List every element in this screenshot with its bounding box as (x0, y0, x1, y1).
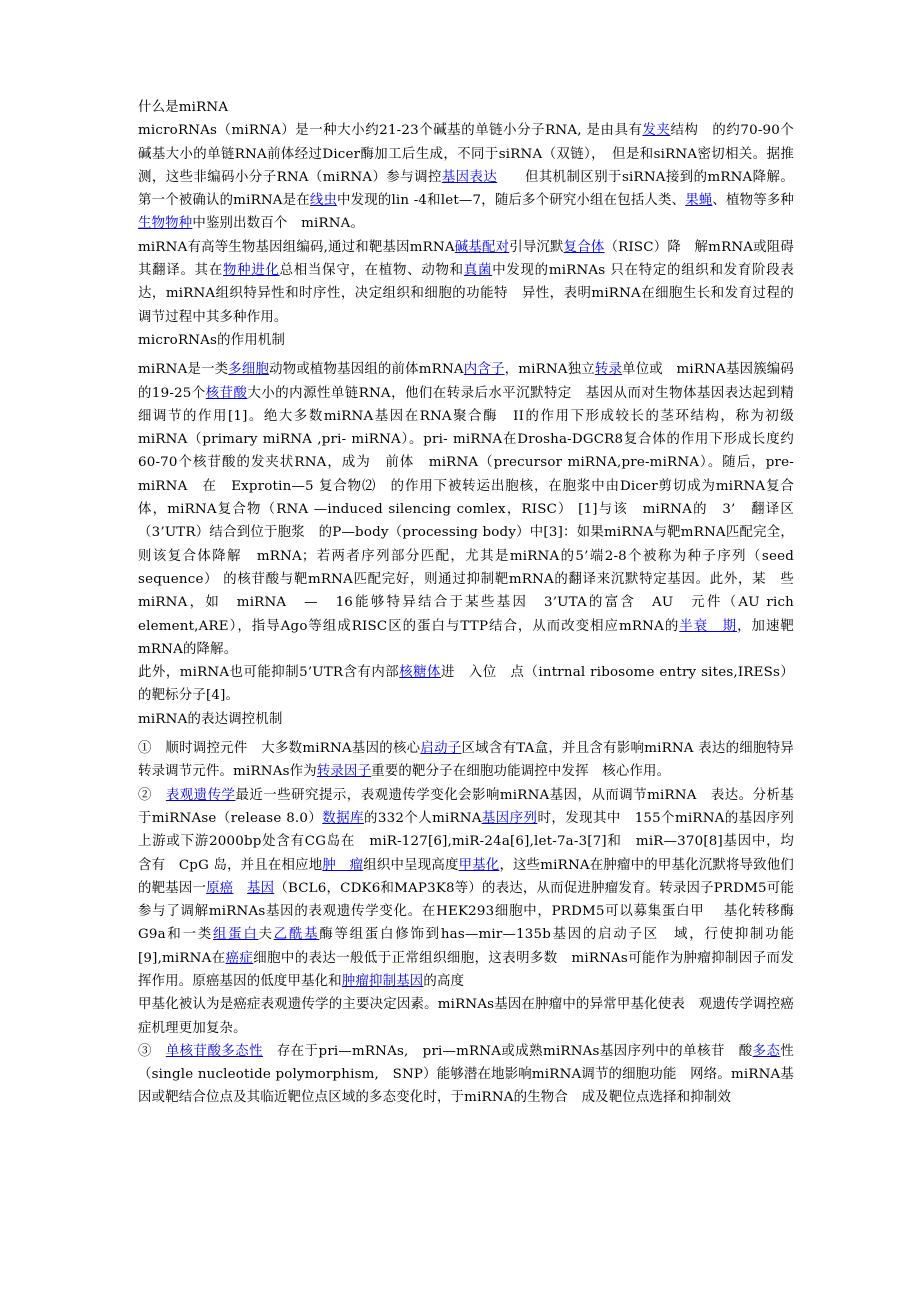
paragraph (138, 993, 794, 1040)
section-heading (138, 96, 794, 119)
text-run: ，miRNA独立 (504, 362, 595, 378)
inline-link[interactable]: 果蝇 (685, 193, 713, 209)
text-run: 酶等组蛋白修饰到has—mir—135b基因的启动子区 域，行使抑制功能[9],miRNA在 (138, 927, 795, 966)
inline-link[interactable]: 转录 (594, 362, 623, 378)
inline-link[interactable]: 线虫 (309, 193, 338, 209)
text-run: 重要的靶分子在细胞功能调控中发挥 核心作用。 (371, 764, 671, 780)
text-run: 中鉴别出数百个 miRNA。 (192, 216, 365, 232)
text-run: 最近一些研究提示，表观遗传学变化会影响miRNA基因，从而调节miRNA 表达。分析基于miRNAse（release 8.0） (138, 787, 795, 826)
text-run: 时，发现其中 155个miRNA的基因序列上游或下游2000bp处含有CG岛在 miR-127[6],miR-24a[6],let-7a-3[7]和 miR—370[8]基因中，均含有 CpG 岛，并且在相应地 (138, 810, 794, 873)
text-run: 的高度 (423, 973, 465, 989)
inline-link[interactable]: 半衰 期 (679, 618, 738, 634)
text-run: 大小的内源性单链RNA，他们在转录后水平沉默特定 基因从而对生物体基因表达起到精细调节的作用[1]。绝大多数miRNA基因在RNA聚合酶 II的作用下形成较长的茎环结构，称为初级 miRNA（primary miRNA ,pri- miRNA）。pri- miRNA在Drosha-DGCR8复合体的作用下形成长度约60-70个核苷酸的发夹状RNA，成为 前体 miRNA（precursor miRNA,pre-miRNA）。随后，pre- miRNA 在 Exprotin—5 复合物⑵ 的作用下被转运出胞核，在胞浆中由Dicer剪切成为miRNA复合体，miRNA复合物（RNA —induced silencing comlex，RISC） [1]与该 miRNA的 3’ 翻译区（3’UTR）结合到位于胞浆 的P—body（processing body）中[3]：如果miRNA与靶mRNA匹配完全，则该复合体降解 mRNA；若两者序列部分匹配，尤其是miRNA的5’端2-8个被称为种子序列（seed sequence） 的核苷酸与靶mRNA匹配完好，则通过抑制靶mRNA的翻译来沉默特定基因。此外，某 些 miRNA，如 miRNA — 16能够特异结合于某些基因 3’UTA的富含 AU 元件（AU rich element,ARE），指导Ago等组成RISC区的蛋白与TTP结合，从而改变相应mRNA的 (138, 385, 808, 634)
text-run: 细胞中的表达一般低于正常组织细胞，这表明多数 miRNAs可能作为肿瘤抑制因子而发挥作用。原癌基因的低度甲基化和 (138, 950, 794, 989)
text-run: 夫 (258, 927, 274, 943)
text-run: microRNAs的作用机制 (138, 332, 286, 348)
inline-link[interactable]: 多态 (752, 1043, 781, 1059)
inline-link[interactable]: 核糖体 (399, 665, 441, 681)
text-run: 引导沉默 (509, 239, 564, 255)
text-run: ② (138, 787, 166, 803)
text-run: 性（single nucleotide polymorphism, SNP）能够潜在地影响miRNA调节的细胞功能 网络。miRNA基因或靶结合位点及其临近靶位点区域的多态变化时，于miRNA的生物合 成及靶位点选择和抑制效 (138, 1043, 794, 1106)
inline-link[interactable]: 表观遗传学 (165, 787, 236, 803)
inline-link[interactable]: 转录因子 (316, 764, 372, 780)
text-run: 进 入位 点（intrnal ribosome entry sites,IRESs）的靶标分子[4]。 (138, 665, 794, 704)
text-run (233, 881, 247, 896)
inline-link[interactable]: 单核苷酸多态性 (165, 1043, 263, 1059)
text-run: 总相当保守，在植物、动物和 (279, 263, 464, 279)
text-run: 的332个人miRNA (363, 810, 482, 826)
text-run: （RISC）降 解mRNA或阻碍其翻译。其在 (138, 239, 794, 279)
inline-link[interactable]: 基因表达 (441, 169, 498, 185)
text-run: 甲基化被认为是癌症表观遗传学的主要决定因素。miRNAs基因在肿瘤中的异常甲基化使表 观遗传学调控癌症机理更加复杂。 (138, 997, 794, 1036)
paragraph (138, 737, 794, 784)
text-run: ，加速靶mRNA的降解。 (138, 618, 794, 657)
text-run: 区域含有TA盒，并且含有影响miRNA 表达的细胞特异转录调节元件。miRNAs作为 (138, 741, 794, 780)
paragraph (138, 236, 794, 329)
inline-link[interactable]: 数据库 (322, 810, 364, 826)
inline-link[interactable]: 发夹 (642, 123, 671, 139)
text-run: 存在于pri—mRNAs, pri—mRNA或成熟miRNAs基因序列中的单核苷 酸 (263, 1043, 753, 1059)
text-run: miRNA有高等生物基因组编码,通过和靶基因mRNA (138, 239, 455, 255)
section-heading (138, 329, 794, 352)
inline-link[interactable]: 启动子 (420, 741, 462, 757)
inline-link[interactable]: 乙酰基 (273, 927, 320, 943)
inline-link[interactable]: 癌症 (225, 950, 254, 966)
text-run: 组织中呈现高度 (363, 857, 459, 873)
document-body (138, 96, 808, 1110)
inline-link[interactable]: 真菌 (463, 263, 493, 279)
inline-link[interactable]: 生物物种 (138, 216, 193, 232)
paragraph (138, 1040, 794, 1110)
text-run: microRNAs（miRNA）是一种大小约21-23个碱基的单链小分子RNA, 是由具有 (138, 123, 643, 139)
inline-link[interactable]: 多细胞 (228, 362, 270, 378)
paragraph (138, 119, 794, 235)
paragraph (138, 661, 794, 708)
inline-link[interactable]: 肿瘤抑制基因 (341, 973, 424, 989)
text-run: 、植物等多种 (712, 193, 795, 209)
section-heading (138, 708, 794, 731)
paragraph (138, 358, 808, 661)
text-run: 动物或植物基因组的前体mRNA (269, 362, 464, 378)
inline-link[interactable]: 肿 瘤 (322, 857, 364, 873)
text-run: （BCL6，CDK6和MAP3K8等）的表达，从而促进肿瘤发育。转录因子PRDM5可能 参与了调解miRNAs基因的表观遗传学变化。在HEK293细胞中，PRDM5可以募集蛋白甲 基化转移酶G9a和一类 (138, 880, 808, 943)
inline-link[interactable]: 核苷酸 (205, 385, 248, 401)
text-run: 单位或 miRNA基因簇编码的19-25个 (138, 362, 794, 401)
text-run: 什么是miRNA (138, 100, 229, 115)
text-run: 中发现的miRNAs 只在特定的组织和发育阶段表达，miRNA组织特异性和时序性，决定组织和细胞的功能特 异性，表明miRNA在细胞生长和发育过程的调节过程中其多种作用。 (138, 263, 794, 325)
text-run: 结构 的约70-90个碱基大小的单链RNA前体经过Dicer酶加工后生成，不同于siRNA（双链）， 但是和siRNA密切相关。据推测，这些非编码小分子RNA（miRNA）参与调控 (138, 123, 794, 185)
text-run: miRNA的表达调控机制 (138, 711, 283, 727)
paragraph (138, 784, 808, 994)
text-run: ，这些miRNA在肿瘤中的甲基化沉默将导致他们的靶基因一 (138, 857, 794, 896)
text-run: 中发现的lin -4和let—7，随后多个研究小组在包括人类、 (337, 193, 686, 209)
inline-link[interactable]: 甲基化 (458, 857, 500, 873)
inline-link[interactable]: 复合体 (563, 239, 605, 255)
text-run: 此外，miRNA也可能抑制5’UTR含有内部 (138, 665, 400, 681)
text-run: ③ (138, 1043, 166, 1059)
inline-link[interactable]: 内含子 (463, 362, 505, 378)
inline-link[interactable]: 基因序列 (481, 810, 538, 826)
text-run: ① 顺时调控元件 大多数miRNA基因的核心 (138, 741, 421, 757)
inline-link[interactable]: 物种进化 (223, 263, 280, 279)
text-run: miRNA是一类 (138, 362, 229, 378)
inline-link[interactable]: 碱基配对 (454, 239, 510, 255)
inline-link[interactable]: 原癌 (206, 880, 234, 896)
inline-link[interactable]: 基因 (247, 880, 275, 896)
inline-link[interactable]: 组蛋白 (212, 927, 259, 943)
text-run: 但其机制区别于siRNA接到的mRNA降解。第一个被确认的miRNA是在 (138, 169, 794, 209)
